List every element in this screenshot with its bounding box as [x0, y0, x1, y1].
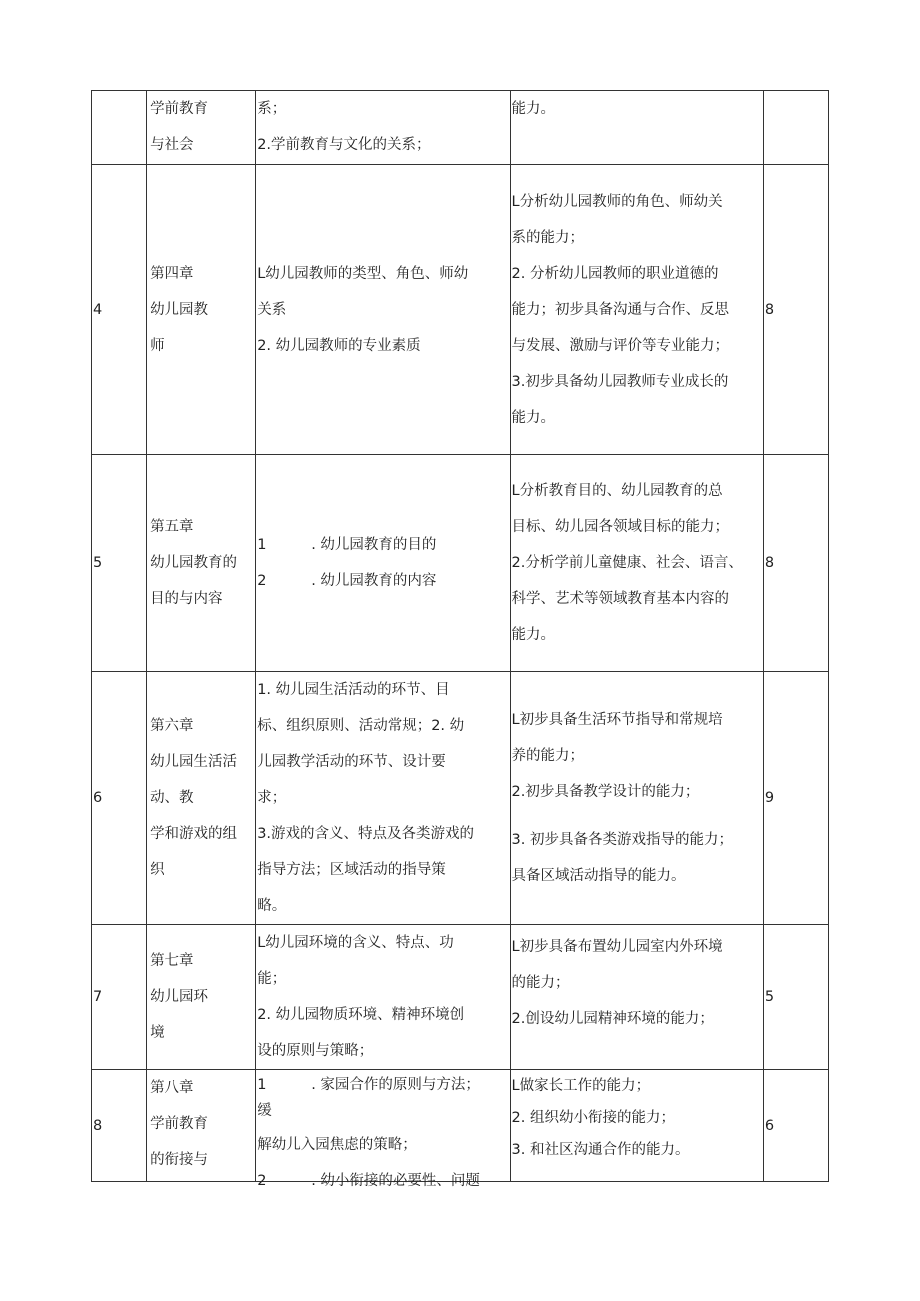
ability-cell: L分析教育目的、幼儿园教育的总 目标、幼儿园各领域目标的能力； 2.分析学前儿童健康、社会、语言、 科学、艺术等领域教育基本内容的 能力。	[510, 455, 763, 672]
chapter-cell: 第七章 幼儿园环 境	[147, 925, 256, 1070]
table-row	[92, 925, 829, 1070]
row-number	[92, 91, 147, 165]
table-row	[92, 165, 829, 455]
row-number: 4	[92, 165, 147, 455]
chapter-cell: 第四章 幼儿园教 师	[147, 165, 256, 455]
content-cell: L幼儿园教师的类型、角色、师幼 关系 2. 幼儿园教师的专业素质	[256, 165, 510, 455]
hours-cell: 5	[763, 925, 828, 1070]
curriculum-table	[91, 90, 829, 1189]
content-cell: 1. 幼儿园生活活动的环节、目 标、组织原则、活动常规；2. 幼 儿园教学活动的环节、设计要 求； 3.游戏的含义、特点及各类游戏的 指导方法；区域活动的指导策 略。	[256, 672, 510, 925]
content-cell: L幼儿园环境的含义、特点、功 能； 2. 幼儿园物质环境、精神环境创 设的原则与策略；	[256, 925, 510, 1070]
hours-cell	[763, 91, 828, 165]
ability-cell: L初步具备生活环节指导和常规培 养的能力； 2.初步具备教学设计的能力； 3. 初步具备各类游戏指导的能力； 具备区域活动指导的能力。	[510, 672, 763, 925]
chapter-cell: 学前教育 与社会	[147, 91, 256, 165]
row-number: 5	[92, 455, 147, 672]
hours-cell: 8	[763, 455, 828, 672]
ability-cell: L做家长工作的能力； 2. 组织幼小衔接的能力； 3. 和社区沟通合作的能力。	[510, 1070, 763, 1182]
row-number: 8	[92, 1070, 147, 1182]
hours-cell: 6	[763, 1070, 828, 1182]
table-row	[92, 91, 829, 165]
ability-cell: L分析幼儿园教师的角色、师幼关 系的能力； 2. 分析幼儿园教师的职业道德的 能力；初步具备沟通与合作、反思 与发展、激励与评价等专业能力； 3.初步具备幼儿园教师专业成长的 能力。	[510, 165, 763, 455]
content-cell	[256, 455, 510, 672]
table-row	[92, 672, 829, 925]
content-cell: 1 . 家园合作的原则与方法； 缓 解幼儿入园焦虑的策略； 2 . 幼小衔接的必要性、问题	[256, 1070, 510, 1182]
table-row	[92, 1070, 829, 1182]
list-item: 2 . 幼小衔接的必要性、问题	[257, 1173, 480, 1189]
table-row	[92, 455, 829, 672]
list-item: 1 . 家园合作的原则与方法；	[257, 1077, 480, 1093]
ability-cell: 能力。	[510, 91, 763, 165]
content-cell: 系； 2.学前教育与文化的关系；	[256, 91, 510, 165]
chapter-cell: 第六章 幼儿园生活活 动、教 学和游戏的组 织	[147, 672, 256, 925]
hours-cell: 9	[763, 672, 828, 925]
row-number: 7	[92, 925, 147, 1070]
list-item: 2 . 幼儿园教育的内容	[257, 573, 437, 589]
hours-cell: 8	[763, 165, 828, 455]
list-item: 1 . 幼儿园教育的目的	[257, 537, 437, 553]
chapter-cell: 第五章 幼儿园教育的 目的与内容	[147, 455, 256, 672]
row-number: 6	[92, 672, 147, 925]
chapter-cell: 第八章 学前教育 的衔接与	[147, 1070, 256, 1182]
ability-cell: L初步具备布置幼儿园室内外环境 的能力； 2.创设幼儿园精神环境的能力；	[510, 925, 763, 1070]
